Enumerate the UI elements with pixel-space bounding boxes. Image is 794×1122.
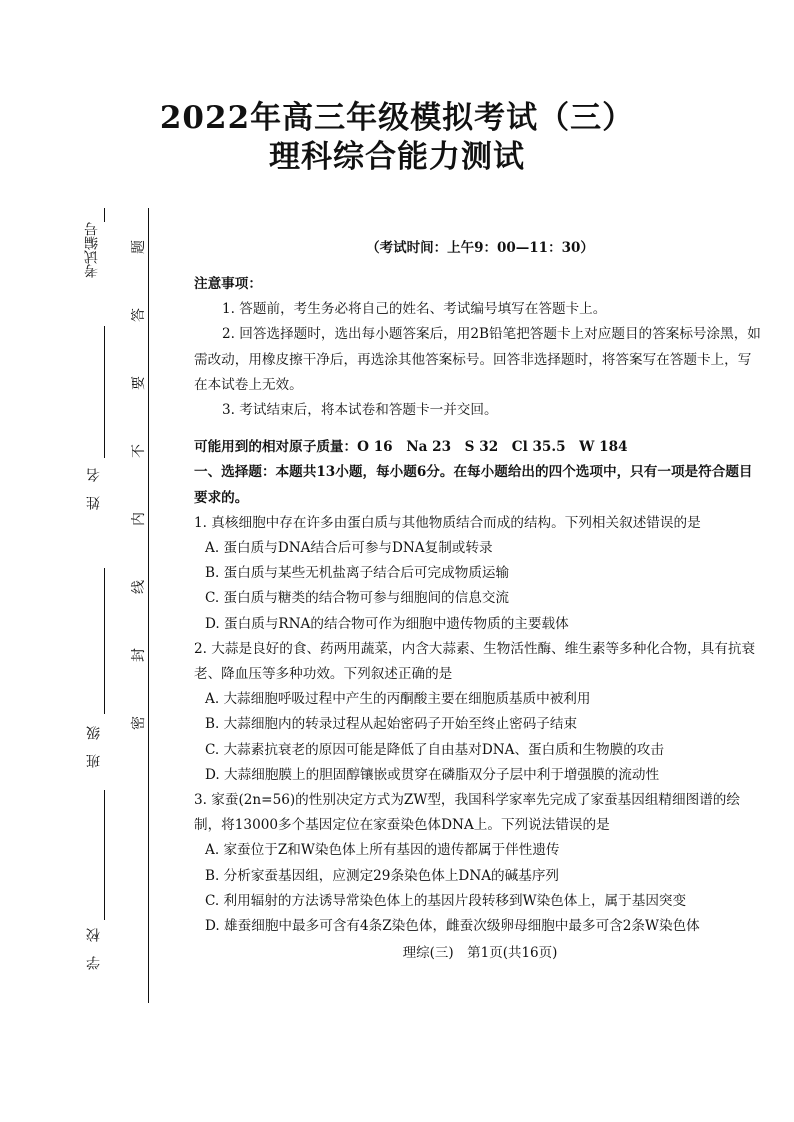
exam-time: （考试时间：上午9：00—11：30） (366, 240, 594, 256)
seal-char: 密 (131, 716, 147, 730)
seal-char: 题 (131, 240, 147, 254)
seal-char: 答 (131, 308, 147, 322)
school-underline (104, 790, 105, 920)
class-underline (104, 568, 105, 714)
exam-content (194, 272, 762, 939)
exam-title: 2022年高三年级模拟考试（三） (159, 100, 635, 136)
seal-char: 封 (131, 648, 147, 662)
seal-char: 线 (131, 580, 147, 594)
question-stem: 1. 真核细胞中存在许多由蛋白质与其他物质结合而成的结构。下列相关叙述错误的是 (194, 514, 701, 531)
question-option: D. 蛋白质与RNA的结合物可作为细胞中遗传物质的主要载体 (205, 615, 569, 632)
question-option: C. 利用辐射的方法诱导常染色体上的基因片段转移到W染色体上，属于基因突变 (205, 892, 687, 909)
school-label: 学 校 (86, 928, 102, 970)
question-option: B. 大蒜细胞内的转录过程从起始密码子开始至终止密码子结束 (205, 716, 578, 733)
name-label: 姓 名 (86, 468, 102, 510)
seal-char: 要 (131, 376, 147, 390)
notice-item: 2. 回答选择题时，选出每小题答案后，用2B铅笔把答题卡上对应题目的答案标号涂黑，如需改动，用橡皮擦干净后，再选涂其他答案标号。回答非选择题时，将答案写在答题卡上，写在本试卷上无效。 (194, 326, 761, 393)
question (194, 788, 762, 939)
question-option: A. 大蒜细胞呼吸过程中产生的丙酮酸主要在细胞质基质中被利用 (205, 691, 591, 708)
spacer (194, 423, 762, 435)
section-heading: 一、选择题：本题共13小题，每小题6分。在每小题给出的四个选项中，只有一项是符合题目要求的。 (194, 464, 753, 506)
question-stem: 2. 大蒜是良好的食、药两用蔬菜，内含大蒜素、生物活性酶、维生素等多种化合物，具有抗衰老、降血压等多种功效。下列叙述正确的是 (194, 640, 756, 683)
seal-char: 不 (131, 444, 147, 458)
question-option: C. 大蒜素抗衰老的原因可能是降低了自由基对DNA、蛋白质和生物膜的攻击 (205, 741, 664, 758)
notice-item: 3. 考试结束后，将本试卷和答题卡一并交回。 (222, 402, 498, 419)
exam-number-underline (104, 208, 105, 222)
name-underline (104, 326, 105, 458)
page-footer: 理综(三) 第1页(共16页) (402, 945, 558, 961)
exam-number-label: 考试编号 (84, 222, 100, 278)
seal-notice (128, 225, 150, 985)
question-option: A. 家蚕位于Z和W染色体上所有基因的遗传都属于伴性遗传 (205, 842, 560, 859)
question (194, 511, 762, 637)
notice-item: 1. 答题前，考生务必将自己的姓名、考试编号填写在答题卡上。 (222, 301, 607, 318)
question-option: A. 蛋白质与DNA结合后可参与DNA复制或转录 (205, 540, 493, 557)
question-stem: 3. 家蚕(2n=56)的性别决定方式为ZW型，我国科学家率先完成了家蚕基因组精细图谱的绘制，将13000多个基因定位在家蚕染色体DNA上。下列说法错误的是 (194, 792, 740, 834)
question (194, 637, 762, 788)
question-option: D. 雄蚕细胞中最多可含有4条Z染色体，雌蚕次级卵母细胞中最多可含2条W染色体 (205, 918, 700, 935)
question-option: B. 分析家蚕基因组，应测定29条染色体上DNA的碱基序列 (205, 867, 560, 884)
question-option: D. 大蒜细胞膜上的胆固醇镶嵌或贯穿在磷脂双分子层中利于增强膜的流动性 (205, 766, 660, 783)
seal-char: 内 (131, 512, 147, 526)
question-option: C. 蛋白质与糖类的结合物可参与细胞间的信息交流 (205, 590, 510, 607)
class-label: 班 级 (86, 726, 102, 768)
atomic-masses: 可能用到的相对原子质量：O 16 Na 23 S 32 Cl 35.5 W 184 (194, 439, 628, 456)
question-option: B. 蛋白质与某些无机盐离子结合后可完成物质运输 (205, 565, 510, 582)
notice-heading: 注意事项： (194, 276, 262, 292)
exam-subtitle: 理科综合能力测试 (269, 139, 525, 175)
